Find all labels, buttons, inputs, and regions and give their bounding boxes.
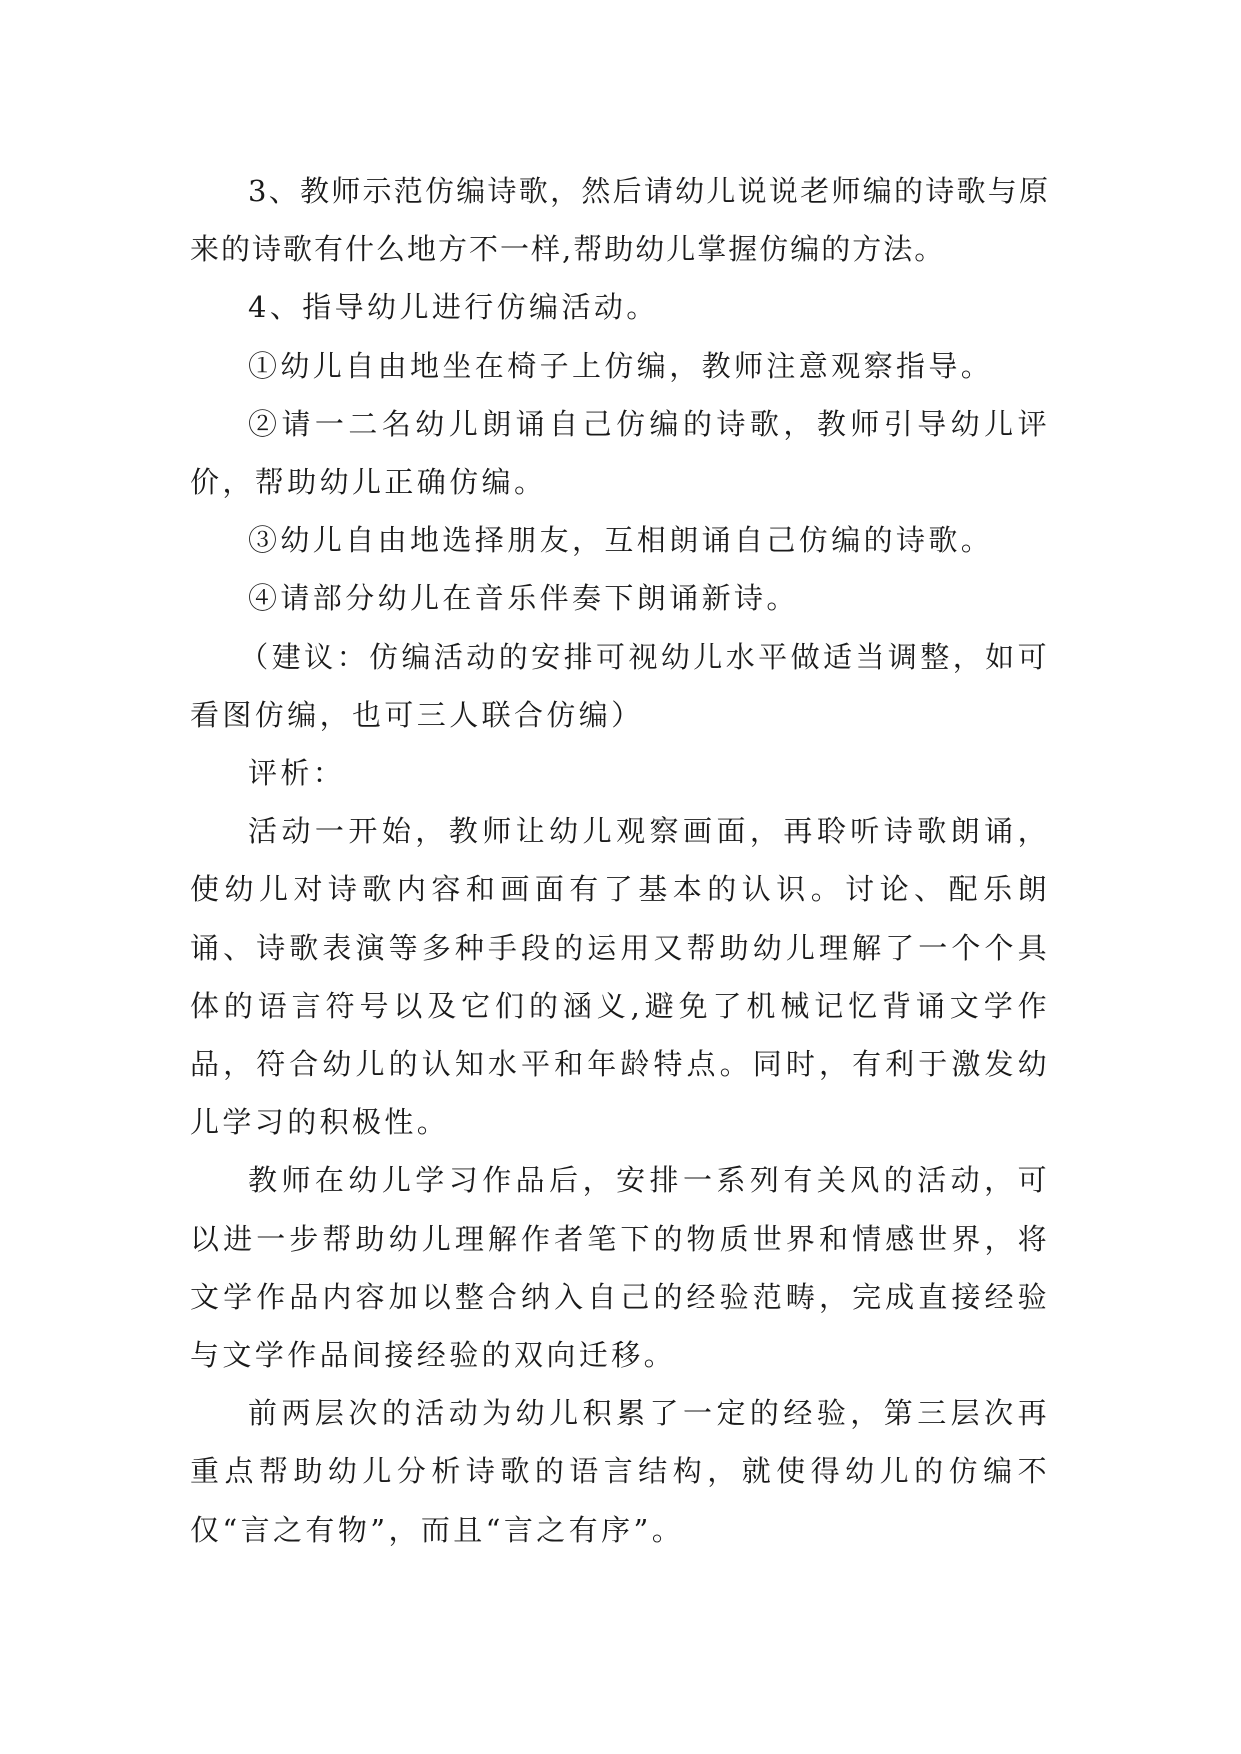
paragraph-step-4: 4、指导幼儿进行仿编活动。 bbox=[248, 290, 659, 325]
paragraph-analysis-heading: 评析： bbox=[248, 756, 346, 791]
document-body bbox=[190, 162, 1050, 1559]
paragraph-analysis-1: 活动一开始，教师让幼儿观察画面，再聆听诗歌朗诵，使幼儿对诗歌内容和画面有了基本的认识。讨论、配乐朗诵、诗歌表演等多种手段的运用又帮助幼儿理解了一个个具体的语言符号以及它们的涵义,避免了机械记忆背诵文学作品，符合幼儿的认知水平和年龄特点。同时，有利于激发幼儿学习的积极性。 bbox=[190, 814, 1050, 1140]
paragraph-analysis-2: 教师在幼儿学习作品后，安排一系列有关风的活动，可以进一步帮助幼儿理解作者笔下的物质世界和情感世界，将文学作品内容加以整合纳入自己的经验范畴，完成直接经验与文学作品间接经验的双向迁移。 bbox=[190, 1163, 1050, 1373]
paragraph-substep-4: ④请部分幼儿在音乐伴奏下朗诵新诗。 bbox=[248, 581, 799, 616]
paragraph-substep-1: ①幼儿自由地坐在椅子上仿编，教师注意观察指导。 bbox=[248, 348, 994, 383]
paragraph-analysis-3: 前两层次的活动为幼儿积累了一定的经验，第三层次再重点帮助幼儿分析诗歌的语言结构，就使得幼儿的仿编不仅“言之有物”，而且“言之有序”。 bbox=[190, 1396, 1050, 1547]
paragraph-substep-3: ③幼儿自由地选择朋友，互相朗诵自己仿编的诗歌。 bbox=[248, 523, 994, 558]
paragraph-step-3: 3、教师示范仿编诗歌，然后请幼儿说说老师编的诗歌与原来的诗歌有什么地方不一样,帮助幼儿掌握仿编的方法。 bbox=[190, 174, 1050, 267]
paragraph-suggestion: （建议：仿编活动的安排可视幼儿水平做适当调整，如可看图仿编，也可三人联合仿编） bbox=[190, 639, 1050, 732]
paragraph-substep-2: ②请一二名幼儿朗诵自己仿编的诗歌，教师引导幼儿评价，帮助幼儿正确仿编。 bbox=[190, 406, 1050, 500]
